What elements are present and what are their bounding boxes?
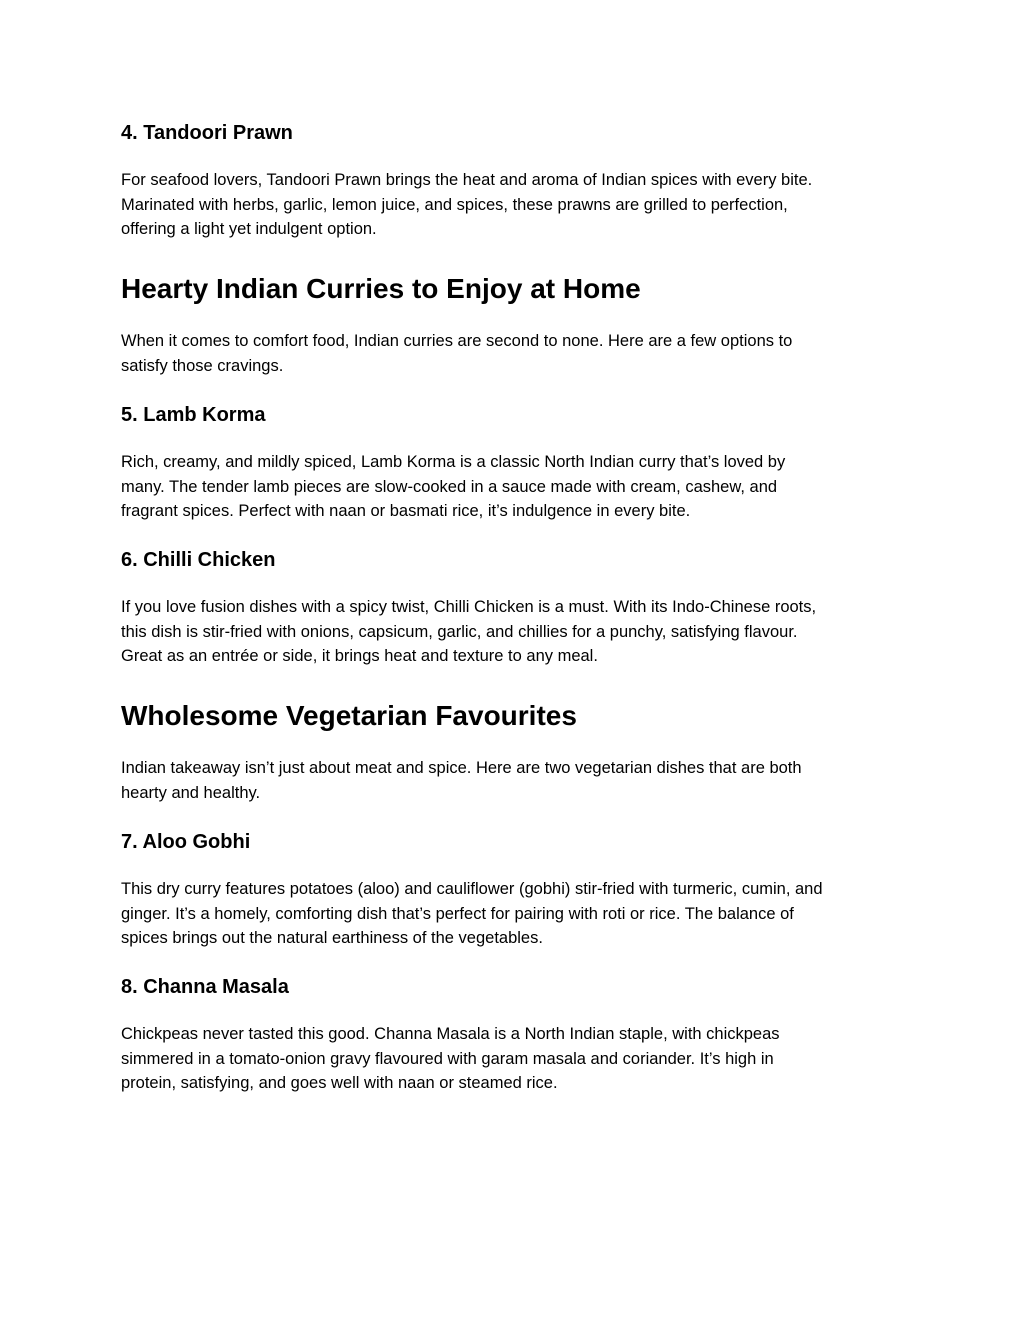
paragraph-chilli-chicken <box>121 595 921 669</box>
text-line: this dish is stir-fried with onions, capsicum, garlic, and chillies for a punchy, satisfying flavour. <box>121 622 798 641</box>
paragraph-lamb-korma <box>121 450 921 524</box>
paragraph-channa-masala <box>121 1022 921 1096</box>
paragraph-curries <box>121 329 921 378</box>
paragraph-aloo-gobhi <box>121 877 921 951</box>
text-line: satisfy those cravings. <box>121 356 284 375</box>
text-line: protein, satisfying, and goes well with naan or steamed rice. <box>121 1074 558 1092</box>
text-line: Indian takeaway isn’t just about meat and spice. Here are two vegetarian dishes that are both <box>121 759 802 777</box>
heading-aloo-gobhi: 7. Aloo Gobhi <box>121 831 251 853</box>
paragraph-vegetarian <box>121 756 921 805</box>
text-line: many. The tender lamb pieces are slow-cooked in a sauce made with cream, cashew, and <box>121 477 778 496</box>
text-line: If you love fusion dishes with a spicy twist, Chilli Chicken is a must. With its Indo-Chinese roots, <box>121 598 817 616</box>
heading-chilli-chicken: 6. Chilli Chicken <box>121 549 276 571</box>
text-line: Chickpeas never tasted this good. Channa Masala is a North Indian staple, with chickpeas <box>121 1025 780 1043</box>
paragraph-tandoori-prawn <box>121 168 921 242</box>
heading-lamb-korma: 5. Lamb Korma <box>121 404 266 426</box>
text-line: This dry curry features potatoes (aloo) and cauliflower (gobhi) stir-fried with turmeric, cumin, and <box>121 880 823 898</box>
text-line: Marinated with herbs, garlic, lemon juice, and spices, these prawns are grilled to perfection, <box>121 195 788 214</box>
heading-channa-masala: 8. Channa Masala <box>121 976 289 998</box>
text-line: For seafood lovers, Tandoori Prawn brings the heat and aroma of Indian spices with every bite. <box>121 171 813 189</box>
text-line: fragrant spices. Perfect with naan or basmati rice, it’s indulgence in every bite. <box>121 502 691 520</box>
text-line: simmered in a tomato-onion gravy flavoured with garam masala and coriander. It’s high in <box>121 1049 774 1068</box>
text-line: Rich, creamy, and mildly spiced, Lamb Korma is a classic North Indian curry that’s loved by <box>121 453 786 471</box>
text-line: ginger. It’s a homely, comforting dish that’s perfect for pairing with roti or rice. The balance of <box>121 904 794 923</box>
text-line: hearty and healthy. <box>121 783 261 802</box>
heading-curries: Hearty Indian Curries to Enjoy at Home <box>121 273 641 304</box>
heading-vegetarian: Wholesome Vegetarian Favourites <box>121 700 577 731</box>
heading-tandoori-prawn: 4. Tandoori Prawn <box>121 122 293 144</box>
text-line: Great as an entrée or side, it brings heat and texture to any meal. <box>121 647 598 665</box>
text-line: When it comes to comfort food, Indian curries are second to none. Here are a few options to <box>121 332 793 350</box>
text-line: spices brings out the natural earthiness of the vegetables. <box>121 929 543 947</box>
text-line: offering a light yet indulgent option. <box>121 220 377 238</box>
